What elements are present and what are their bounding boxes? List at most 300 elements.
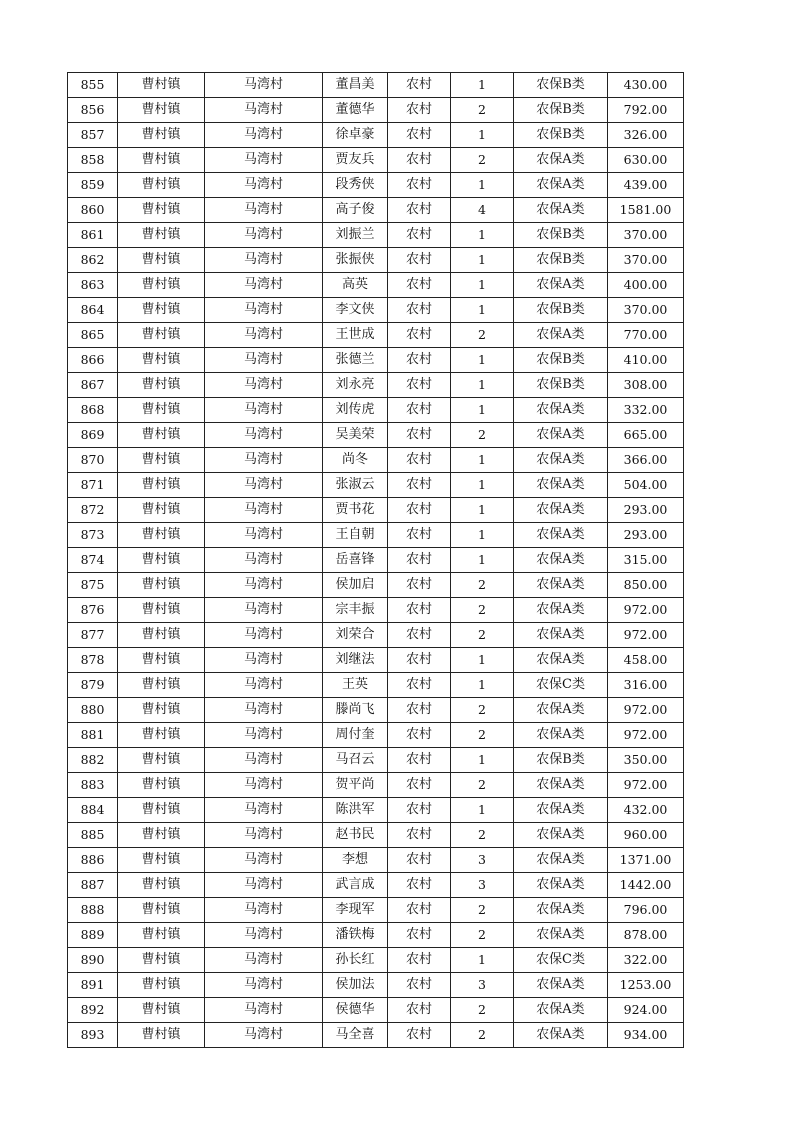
name-cell: 岳喜锋 [323,548,388,573]
household-size-cell: 1 [451,948,514,973]
town-cell: 曹村镇 [118,848,205,873]
row-number-cell: 872 [68,498,118,523]
household-size-cell: 1 [451,273,514,298]
household-type-cell: 农村 [388,623,451,648]
table-row [68,123,684,148]
village-cell: 马湾村 [205,148,323,173]
amount-cell: 1442.00 [608,873,684,898]
name-cell: 张德兰 [323,348,388,373]
town-cell: 曹村镇 [118,423,205,448]
name-cell: 刘荣合 [323,623,388,648]
insurance-category-cell: 农保B类 [514,748,608,773]
insurance-category-cell: 农保C类 [514,948,608,973]
town-cell: 曹村镇 [118,73,205,98]
household-size-cell: 1 [451,173,514,198]
insurance-category-cell: 农保A类 [514,973,608,998]
household-type-cell: 农村 [388,573,451,598]
household-type-cell: 农村 [388,523,451,548]
name-cell: 侯加启 [323,573,388,598]
village-cell: 马湾村 [205,673,323,698]
town-cell: 曹村镇 [118,198,205,223]
name-cell: 贺平尚 [323,773,388,798]
table-row [68,598,684,623]
row-number-cell: 871 [68,473,118,498]
village-cell: 马湾村 [205,323,323,348]
amount-cell: 878.00 [608,923,684,948]
insurance-category-cell: 农保A类 [514,998,608,1023]
household-size-cell: 2 [451,773,514,798]
town-cell: 曹村镇 [118,623,205,648]
household-size-cell: 2 [451,423,514,448]
table-row [68,623,684,648]
name-cell: 董德华 [323,98,388,123]
household-size-cell: 1 [451,523,514,548]
amount-cell: 630.00 [608,148,684,173]
row-number-cell: 876 [68,598,118,623]
row-number-cell: 865 [68,323,118,348]
table-row [68,648,684,673]
row-number-cell: 882 [68,748,118,773]
household-type-cell: 农村 [388,348,451,373]
name-cell: 张振侠 [323,248,388,273]
amount-cell: 972.00 [608,773,684,798]
row-number-cell: 875 [68,573,118,598]
household-type-cell: 农村 [388,123,451,148]
row-number-cell: 880 [68,698,118,723]
household-size-cell: 1 [451,548,514,573]
town-cell: 曹村镇 [118,773,205,798]
town-cell: 曹村镇 [118,798,205,823]
household-type-cell: 农村 [388,548,451,573]
amount-cell: 430.00 [608,73,684,98]
name-cell: 段秀侠 [323,173,388,198]
town-cell: 曹村镇 [118,223,205,248]
town-cell: 曹村镇 [118,698,205,723]
row-number-cell: 890 [68,948,118,973]
table-row [68,748,684,773]
amount-cell: 326.00 [608,123,684,148]
household-size-cell: 2 [451,323,514,348]
village-cell: 马湾村 [205,798,323,823]
insurance-category-cell: 农保A类 [514,598,608,623]
household-size-cell: 1 [451,223,514,248]
insurance-category-cell: 农保A类 [514,473,608,498]
household-size-cell: 2 [451,598,514,623]
amount-cell: 370.00 [608,223,684,248]
insurance-category-cell: 农保B类 [514,123,608,148]
household-size-cell: 1 [451,73,514,98]
row-number-cell: 862 [68,248,118,273]
household-type-cell: 农村 [388,848,451,873]
town-cell: 曹村镇 [118,373,205,398]
insurance-category-cell: 农保B类 [514,298,608,323]
insurance-category-cell: 农保A类 [514,498,608,523]
village-cell: 马湾村 [205,523,323,548]
amount-cell: 350.00 [608,748,684,773]
town-cell: 曹村镇 [118,648,205,673]
town-cell: 曹村镇 [118,273,205,298]
household-size-cell: 1 [451,473,514,498]
row-number-cell: 877 [68,623,118,648]
insurance-category-cell: 农保A类 [514,723,608,748]
household-size-cell: 2 [451,148,514,173]
amount-cell: 432.00 [608,798,684,823]
name-cell: 刘永亮 [323,373,388,398]
village-cell: 马湾村 [205,498,323,523]
village-cell: 马湾村 [205,648,323,673]
household-type-cell: 农村 [388,723,451,748]
insurance-category-cell: 农保A类 [514,273,608,298]
household-type-cell: 农村 [388,823,451,848]
name-cell: 刘继法 [323,648,388,673]
amount-cell: 332.00 [608,398,684,423]
insurance-category-cell: 农保A类 [514,798,608,823]
table-row [68,773,684,798]
household-size-cell: 2 [451,698,514,723]
amount-cell: 934.00 [608,1023,684,1048]
insurance-category-cell: 农保A类 [514,523,608,548]
insurance-category-cell: 农保A类 [514,423,608,448]
village-cell: 马湾村 [205,623,323,648]
amount-cell: 370.00 [608,248,684,273]
town-cell: 曹村镇 [118,348,205,373]
household-size-cell: 2 [451,98,514,123]
insurance-category-cell: 农保A类 [514,873,608,898]
insurance-category-cell: 农保B类 [514,348,608,373]
table-row [68,448,684,473]
household-size-cell: 2 [451,998,514,1023]
row-number-cell: 869 [68,423,118,448]
table-row [68,98,684,123]
household-size-cell: 1 [451,348,514,373]
village-cell: 马湾村 [205,823,323,848]
village-cell: 马湾村 [205,873,323,898]
insurance-category-cell: 农保A类 [514,698,608,723]
name-cell: 侯加法 [323,973,388,998]
beneficiary-table [67,72,684,1048]
table-row [68,723,684,748]
household-size-cell: 1 [451,448,514,473]
town-cell: 曹村镇 [118,298,205,323]
row-number-cell: 878 [68,648,118,673]
household-type-cell: 农村 [388,648,451,673]
amount-cell: 792.00 [608,98,684,123]
household-type-cell: 农村 [388,298,451,323]
town-cell: 曹村镇 [118,398,205,423]
insurance-category-cell: 农保A类 [514,823,608,848]
row-number-cell: 873 [68,523,118,548]
town-cell: 曹村镇 [118,473,205,498]
name-cell: 刘振兰 [323,223,388,248]
amount-cell: 400.00 [608,273,684,298]
name-cell: 侯德华 [323,998,388,1023]
town-cell: 曹村镇 [118,573,205,598]
town-cell: 曹村镇 [118,598,205,623]
name-cell: 张淑云 [323,473,388,498]
village-cell: 马湾村 [205,198,323,223]
table-row [68,348,684,373]
household-type-cell: 农村 [388,598,451,623]
insurance-category-cell: 农保A类 [514,173,608,198]
household-type-cell: 农村 [388,898,451,923]
village-cell: 马湾村 [205,473,323,498]
name-cell: 徐卓豪 [323,123,388,148]
amount-cell: 504.00 [608,473,684,498]
insurance-category-cell: 农保A类 [514,923,608,948]
table-row [68,873,684,898]
town-cell: 曹村镇 [118,123,205,148]
row-number-cell: 857 [68,123,118,148]
town-cell: 曹村镇 [118,148,205,173]
row-number-cell: 886 [68,848,118,873]
name-cell: 陈洪军 [323,798,388,823]
table-body [68,73,684,1048]
name-cell: 潘铁梅 [323,923,388,948]
table-row [68,523,684,548]
amount-cell: 1371.00 [608,848,684,873]
town-cell: 曹村镇 [118,98,205,123]
row-number-cell: 855 [68,73,118,98]
household-size-cell: 2 [451,923,514,948]
household-type-cell: 农村 [388,173,451,198]
row-number-cell: 874 [68,548,118,573]
row-number-cell: 866 [68,348,118,373]
village-cell: 马湾村 [205,748,323,773]
table-row [68,373,684,398]
household-type-cell: 农村 [388,248,451,273]
amount-cell: 1581.00 [608,198,684,223]
household-type-cell: 农村 [388,398,451,423]
row-number-cell: 859 [68,173,118,198]
amount-cell: 960.00 [608,823,684,848]
table-row [68,198,684,223]
row-number-cell: 884 [68,798,118,823]
village-cell: 马湾村 [205,773,323,798]
town-cell: 曹村镇 [118,748,205,773]
household-size-cell: 1 [451,748,514,773]
row-number-cell: 891 [68,973,118,998]
amount-cell: 316.00 [608,673,684,698]
amount-cell: 924.00 [608,998,684,1023]
row-number-cell: 867 [68,373,118,398]
household-type-cell: 农村 [388,473,451,498]
town-cell: 曹村镇 [118,898,205,923]
household-type-cell: 农村 [388,998,451,1023]
household-size-cell: 3 [451,973,514,998]
insurance-category-cell: 农保A类 [514,773,608,798]
name-cell: 李文侠 [323,298,388,323]
row-number-cell: 864 [68,298,118,323]
village-cell: 马湾村 [205,98,323,123]
household-type-cell: 农村 [388,223,451,248]
village-cell: 马湾村 [205,423,323,448]
name-cell: 孙长红 [323,948,388,973]
insurance-category-cell: 农保A类 [514,323,608,348]
insurance-category-cell: 农保A类 [514,398,608,423]
row-number-cell: 893 [68,1023,118,1048]
insurance-category-cell: 农保B类 [514,98,608,123]
row-number-cell: 861 [68,223,118,248]
village-cell: 马湾村 [205,973,323,998]
household-type-cell: 农村 [388,923,451,948]
town-cell: 曹村镇 [118,498,205,523]
table-row [68,273,684,298]
table-row [68,323,684,348]
name-cell: 滕尚飞 [323,698,388,723]
table-row [68,248,684,273]
household-type-cell: 农村 [388,973,451,998]
town-cell: 曹村镇 [118,548,205,573]
table-row [68,898,684,923]
amount-cell: 315.00 [608,548,684,573]
village-cell: 马湾村 [205,598,323,623]
town-cell: 曹村镇 [118,923,205,948]
village-cell: 马湾村 [205,573,323,598]
name-cell: 董昌美 [323,73,388,98]
table-row [68,973,684,998]
household-type-cell: 农村 [388,773,451,798]
household-size-cell: 2 [451,723,514,748]
amount-cell: 293.00 [608,523,684,548]
row-number-cell: 868 [68,398,118,423]
row-number-cell: 860 [68,198,118,223]
village-cell: 马湾村 [205,73,323,98]
name-cell: 尚冬 [323,448,388,473]
insurance-category-cell: 农保B类 [514,223,608,248]
village-cell: 马湾村 [205,123,323,148]
household-type-cell: 农村 [388,698,451,723]
insurance-category-cell: 农保B类 [514,73,608,98]
town-cell: 曹村镇 [118,948,205,973]
household-size-cell: 2 [451,623,514,648]
village-cell: 马湾村 [205,398,323,423]
amount-cell: 770.00 [608,323,684,348]
household-size-cell: 1 [451,798,514,823]
town-cell: 曹村镇 [118,673,205,698]
household-size-cell: 2 [451,898,514,923]
town-cell: 曹村镇 [118,723,205,748]
household-type-cell: 农村 [388,373,451,398]
name-cell: 王自朝 [323,523,388,548]
town-cell: 曹村镇 [118,873,205,898]
row-number-cell: 889 [68,923,118,948]
row-number-cell: 881 [68,723,118,748]
village-cell: 马湾村 [205,248,323,273]
insurance-category-cell: 农保A类 [514,623,608,648]
name-cell: 高英 [323,273,388,298]
name-cell: 李想 [323,848,388,873]
table-row [68,423,684,448]
table-row [68,148,684,173]
insurance-category-cell: 农保C类 [514,673,608,698]
village-cell: 马湾村 [205,898,323,923]
household-size-cell: 1 [451,673,514,698]
amount-cell: 370.00 [608,298,684,323]
household-size-cell: 1 [451,398,514,423]
insurance-category-cell: 农保A类 [514,898,608,923]
household-size-cell: 3 [451,873,514,898]
table-row [68,498,684,523]
village-cell: 马湾村 [205,273,323,298]
row-number-cell: 856 [68,98,118,123]
village-cell: 马湾村 [205,1023,323,1048]
table-row [68,1023,684,1048]
name-cell: 李现军 [323,898,388,923]
table-row [68,823,684,848]
village-cell: 马湾村 [205,548,323,573]
table-row [68,173,684,198]
insurance-category-cell: 农保A类 [514,198,608,223]
household-size-cell: 1 [451,373,514,398]
town-cell: 曹村镇 [118,823,205,848]
name-cell: 吴美荣 [323,423,388,448]
town-cell: 曹村镇 [118,523,205,548]
household-size-cell: 2 [451,823,514,848]
amount-cell: 293.00 [608,498,684,523]
household-size-cell: 1 [451,648,514,673]
household-size-cell: 3 [451,848,514,873]
household-type-cell: 农村 [388,948,451,973]
household-type-cell: 农村 [388,873,451,898]
table-row [68,73,684,98]
row-number-cell: 870 [68,448,118,473]
insurance-category-cell: 农保A类 [514,1023,608,1048]
insurance-category-cell: 农保A类 [514,148,608,173]
table-row [68,573,684,598]
amount-cell: 972.00 [608,723,684,748]
insurance-category-cell: 农保A类 [514,448,608,473]
amount-cell: 410.00 [608,348,684,373]
insurance-category-cell: 农保B类 [514,373,608,398]
name-cell: 王英 [323,673,388,698]
household-type-cell: 农村 [388,498,451,523]
amount-cell: 308.00 [608,373,684,398]
household-size-cell: 4 [451,198,514,223]
household-size-cell: 1 [451,298,514,323]
table-row [68,848,684,873]
household-type-cell: 农村 [388,198,451,223]
household-type-cell: 农村 [388,673,451,698]
amount-cell: 665.00 [608,423,684,448]
amount-cell: 322.00 [608,948,684,973]
household-type-cell: 农村 [388,323,451,348]
household-type-cell: 农村 [388,73,451,98]
town-cell: 曹村镇 [118,998,205,1023]
household-size-cell: 1 [451,248,514,273]
table-row [68,998,684,1023]
town-cell: 曹村镇 [118,973,205,998]
row-number-cell: 887 [68,873,118,898]
amount-cell: 458.00 [608,648,684,673]
village-cell: 马湾村 [205,948,323,973]
amount-cell: 850.00 [608,573,684,598]
household-size-cell: 2 [451,573,514,598]
table-row [68,398,684,423]
table-row [68,948,684,973]
town-cell: 曹村镇 [118,173,205,198]
household-size-cell: 2 [451,1023,514,1048]
amount-cell: 439.00 [608,173,684,198]
household-type-cell: 农村 [388,98,451,123]
town-cell: 曹村镇 [118,448,205,473]
table-row [68,298,684,323]
household-type-cell: 农村 [388,273,451,298]
village-cell: 马湾村 [205,373,323,398]
row-number-cell: 879 [68,673,118,698]
amount-cell: 972.00 [608,598,684,623]
row-number-cell: 885 [68,823,118,848]
village-cell: 马湾村 [205,173,323,198]
